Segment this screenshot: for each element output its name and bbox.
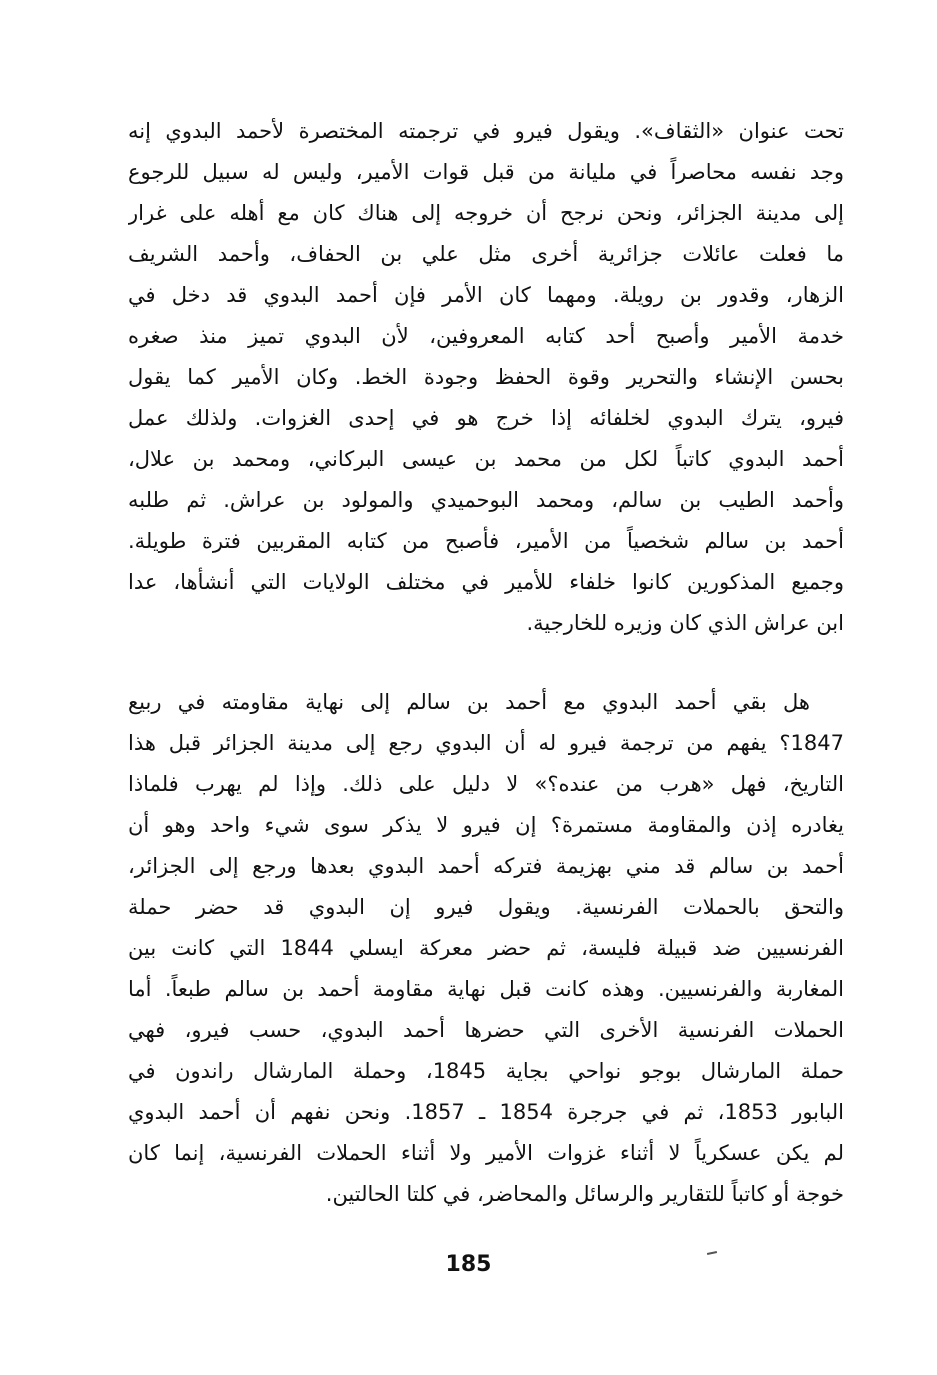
text-line: الفرنسيين ضد قبيلة فليسة، ثم حضر معركة ايسلي 1844 التي كانت بين (128, 936, 844, 960)
text-line: فيرو، يترك البدوي لخلفائه إذا خرج هو في إحدى الغزوات. ولذلك عمل (128, 406, 844, 430)
text-line: أحمد بن سالم شخصياً من الأمير، فأصبح من كتابه المقربين فترة طويلة. (128, 529, 844, 553)
text-line: خوجة أو كاتباً للتقارير والرسائل والمحاضر، في كلتا الحالتين. (325, 1182, 844, 1206)
text-line: وأحمد الطيب بن سالم، ومحمد البوحميدي والمولود بن عراش. ثم طلبه (128, 488, 844, 512)
text-line: حملة المارشال بوجو نواحي بجاية 1845، وحملة المارشال راندون في (128, 1059, 844, 1083)
text-line: تحت عنوان «الثقاف». ويقول فيرو في ترجمته المختصرة لأحمد البدوي إنه (128, 119, 844, 143)
text-line: بحسن الإنشاء والتحرير وقوة الحفظ وجودة الخط. وكان الأمير كما يقول (128, 365, 844, 389)
text-line: يغادره إذن والمقاومة مستمرة؟ إن فيرو لا يذكر سوى شيء واحد وهو أن (128, 813, 844, 837)
page-number: 185 (445, 1252, 492, 1277)
text-line: التاريخ، فهل «هرب من عنده؟» لا دليل على ذلك. وإذا لم يهرب فلماذا (128, 772, 844, 796)
text-line: الزهار، وقدور بن رويلة. ومهما كان الأمر فإن أحمد البدوي قد دخل في (128, 283, 844, 307)
paragraph-2 (128, 682, 844, 1215)
text-line: المغاربة والفرنسيين. وهذه كانت قبل نهاية مقاومة أحمد بن سالم طبعاً. أما (128, 977, 844, 1001)
text-line: وجميع المذكورين كانوا خلفاء للأمير في مختلف الولايات التي أنشأها، عدا (128, 570, 844, 594)
text-line: ابن عراش الذي كان وزيره للخارجية. (526, 611, 844, 635)
text-line: أحمد البدوي كاتباً لكل من محمد بن عيسى البركاني، ومحمد بن علال، (128, 447, 844, 471)
text-line: إلى مدينة الجزائر، ونحن نرجح أن خروجه إلى هناك كان مع أهله على غرار (128, 201, 844, 225)
text-line: هل بقي أحمد البدوي مع أحمد بن سالم إلى نهاية مقاومته في ربيع (128, 690, 810, 714)
text-line: البابور 1853، ثم في جرجرة 1854 ـ 1857. ونحن نفهم أن أحمد البدوي (128, 1100, 844, 1124)
paragraph-1 (128, 111, 844, 644)
text-line: والتحق بالحملات الفرنسية. ويقول فيرو إن البدوي قد حضر حملة (128, 895, 844, 919)
text-line: 1847؟ يفهم من ترجمة فيرو له أن البدوي رجع إلى مدينة الجزائر قبل هذا (128, 731, 844, 755)
text-line: وجد نفسه محاصراً في مليانة من قبل قوات الأمير، وليس له سبيل للرجوع (128, 160, 844, 184)
text-line: أحمد بن سالم قد مني بهزيمة فتركه أحمد البدوي بعدها ورجع إلى الجزائر، (128, 854, 844, 878)
text-line: لم يكن عسكرياً لا أثناء غزوات الأمير ولا أثناء الحملات الفرنسية، إنما كان (128, 1141, 844, 1165)
text-line: الحملات الفرنسية الأخرى التي حضرها أحمد البدوي، حسب فيرو، فهي (128, 1018, 844, 1042)
text-line: خدمة الأمير وأصبح أحد كتابه المعروفين، لأن البدوي تميز منذ صغره (128, 324, 844, 348)
text-line: ما فعلت عائلات جزائرية أخرى مثل علي بن الحفاف، وأحمد الشريف (128, 242, 844, 266)
